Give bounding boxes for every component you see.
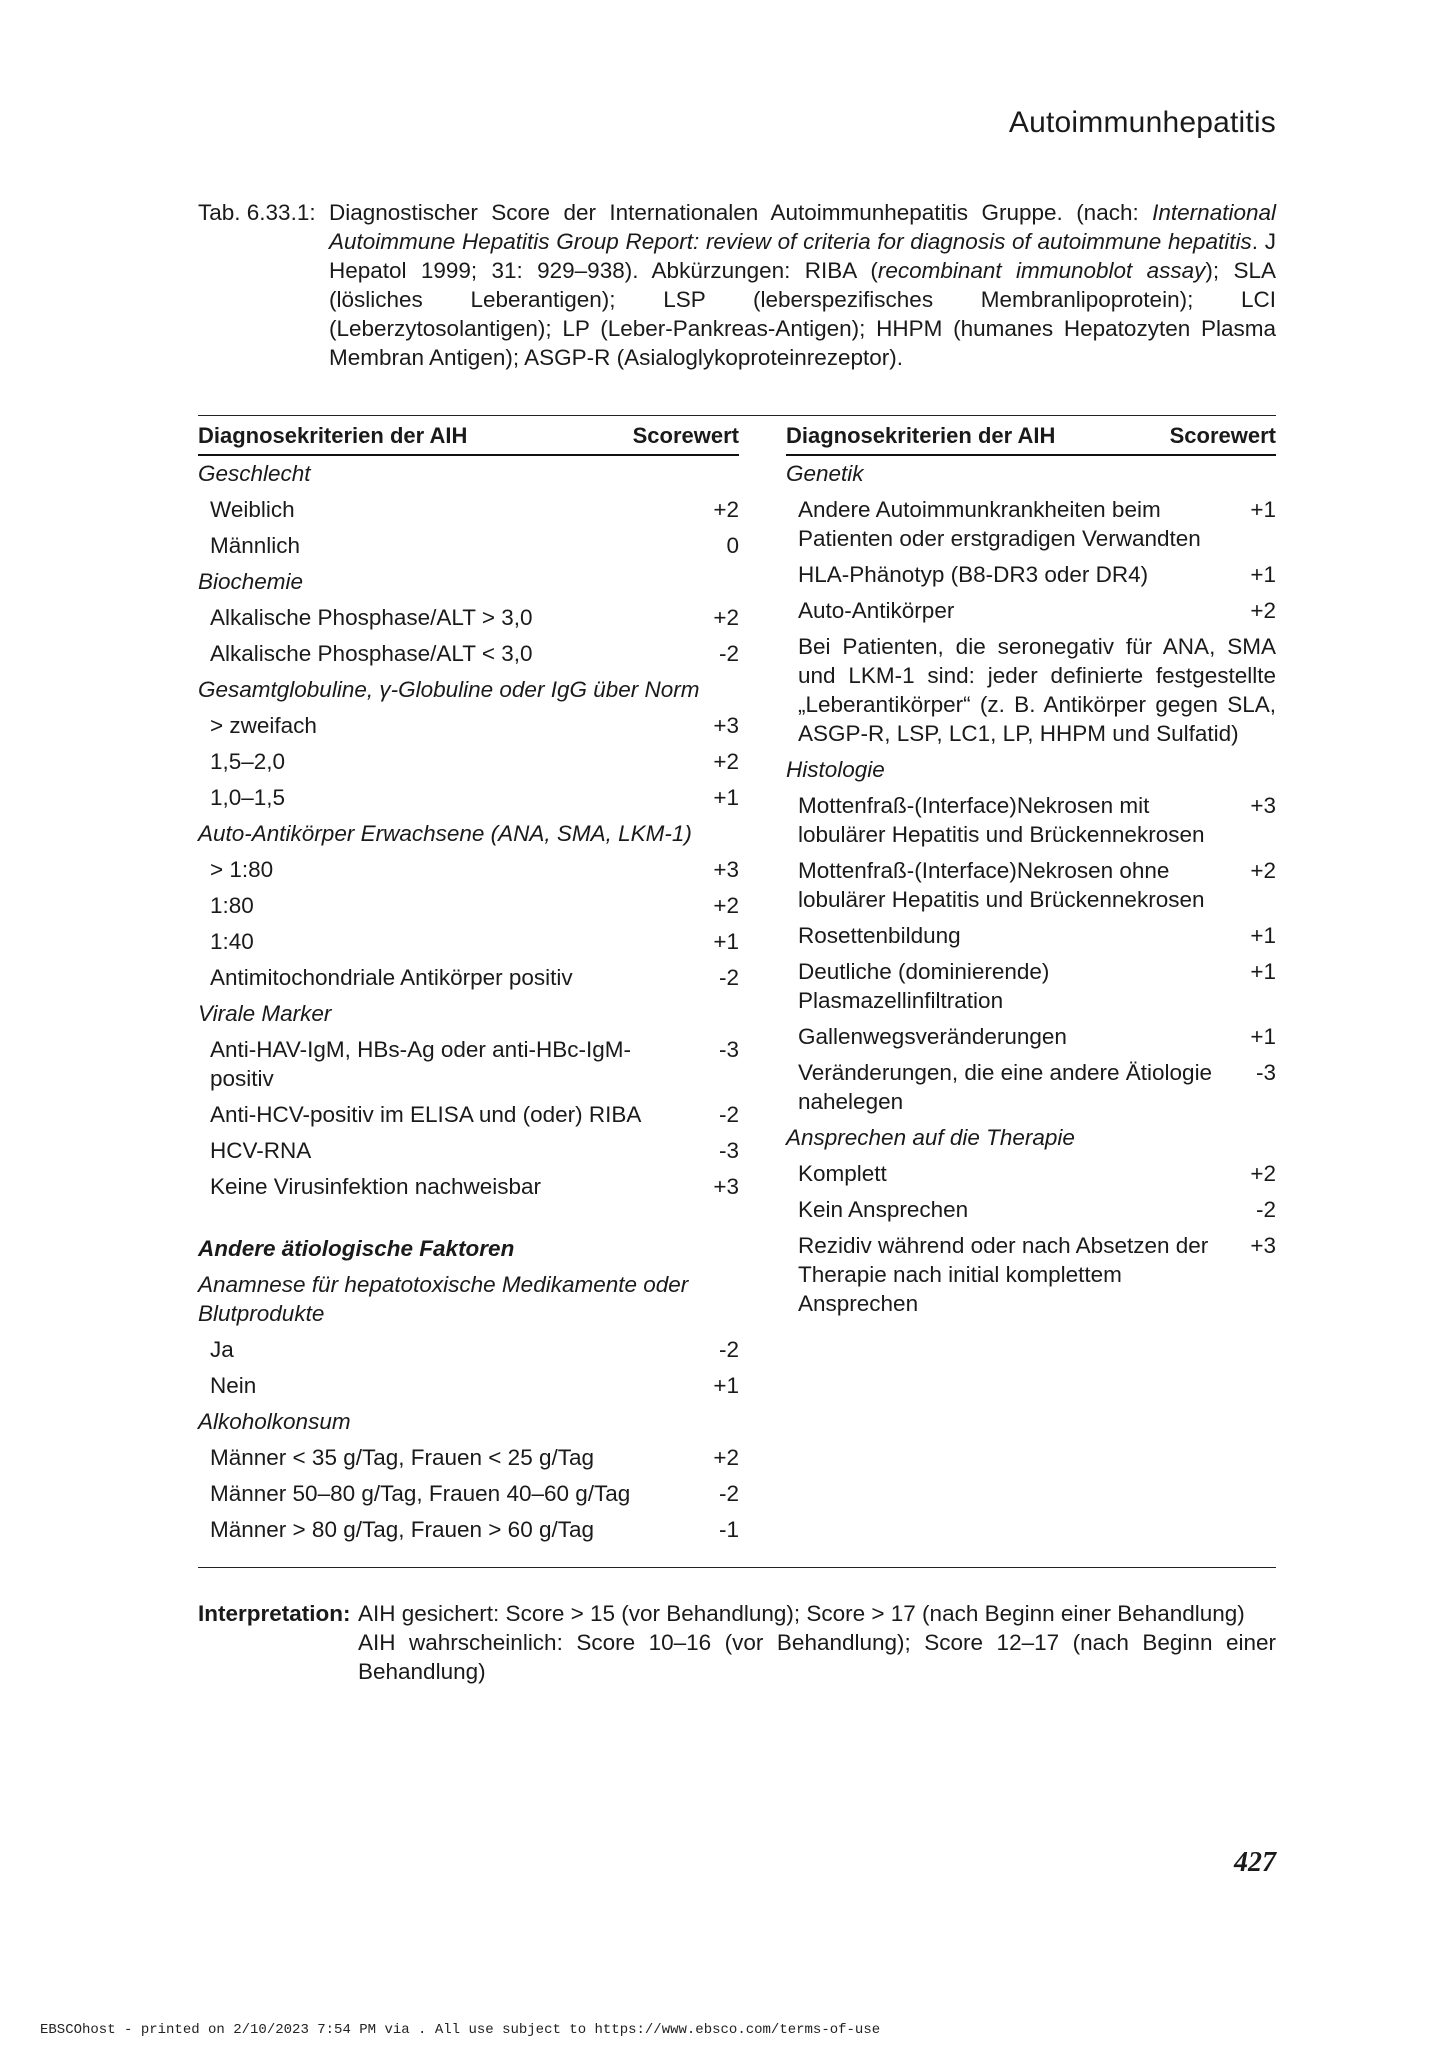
- row-score: +1: [1250, 1024, 1276, 1049]
- row-score: +2: [1250, 858, 1276, 883]
- row-score: +1: [1250, 497, 1276, 522]
- row-score: -3: [718, 1138, 739, 1163]
- row-label: Nein: [210, 1373, 257, 1398]
- column-header-criteria: Diagnosekriterien der AIH: [786, 422, 1056, 448]
- table-row: [786, 492, 1276, 557]
- page-number: 427: [1234, 1847, 1276, 1878]
- table-row: [198, 744, 739, 780]
- row-score: -2: [718, 1337, 739, 1362]
- caption-text-2: . J Hepatol 1999; 31: 929–938). Abkürzungen: RIBA (: [329, 229, 1276, 283]
- running-header: Autoimmunhepatitis: [1008, 106, 1276, 139]
- row-score: -1: [718, 1517, 739, 1542]
- interpretation-line-2: AIH wahrscheinlich: Score 10–16 (vor Behandlung); Score 12–17 (nach Beginn einer Behandlung): [358, 1630, 1276, 1684]
- row-label: Männer < 35 g/Tag, Frauen < 25 g/Tag: [210, 1445, 595, 1470]
- row-label: Auto-Antikörper: [798, 598, 955, 623]
- table-row: [198, 780, 739, 816]
- row-score: +2: [713, 1445, 739, 1470]
- row-score: -2: [718, 1102, 739, 1127]
- interpretation-body: [358, 1599, 1276, 1686]
- row-score: +2: [713, 749, 739, 774]
- table-row: [198, 600, 739, 636]
- table-row: [198, 1476, 739, 1512]
- row-score: +3: [713, 857, 739, 882]
- row-label: 1:40: [210, 929, 254, 954]
- row-label: Ja: [210, 1337, 234, 1362]
- table-row: [786, 1192, 1276, 1228]
- row-label: 1,0–1,5: [210, 785, 286, 810]
- category-viral: Virale Marker: [198, 1001, 332, 1026]
- row-label: Antimitochondriale Antikörper positiv: [210, 965, 573, 990]
- row-label: Männer 50–80 g/Tag, Frauen 40–60 g/Tag: [210, 1481, 631, 1506]
- row-score: +2: [713, 497, 739, 522]
- row-score: +3: [1250, 793, 1276, 818]
- table-row: [786, 1055, 1276, 1120]
- category-geschlecht: Geschlecht: [198, 461, 311, 486]
- row-score: +3: [713, 1174, 739, 1199]
- row-score: +1: [1250, 959, 1276, 984]
- section-heading-andere-faktoren: Andere ätiologische Faktoren: [198, 1236, 515, 1261]
- row-score: +1: [1250, 562, 1276, 587]
- table-left-column: [198, 415, 739, 1548]
- row-score: +1: [713, 785, 739, 810]
- category-anamnese: Anamnese für hepatotoxische Medikamente oder Blutprodukte: [198, 1272, 689, 1326]
- interpretation: [198, 1599, 1276, 1686]
- caption-label: Tab. 6.33.1:: [198, 200, 316, 225]
- table-row: [198, 636, 739, 672]
- table-row: [786, 1228, 1276, 1322]
- row-label: Kein Ansprechen: [798, 1197, 969, 1222]
- row-score: +2: [713, 893, 739, 918]
- table-row: [786, 1156, 1276, 1192]
- table-row: [198, 888, 739, 924]
- row-label: Keine Virusinfektion nachweisbar: [210, 1174, 542, 1199]
- category-therapie: Ansprechen auf die Therapie: [786, 1125, 1075, 1150]
- row-label: Rosettenbildung: [798, 923, 961, 948]
- row-score: +1: [1250, 923, 1276, 948]
- table-row: [198, 1133, 739, 1169]
- table-row: [198, 1440, 739, 1476]
- row-score: +2: [1250, 1161, 1276, 1186]
- table-row: [786, 593, 1276, 629]
- column-header-score: Scorewert: [632, 422, 739, 448]
- table-row: [198, 924, 739, 960]
- print-footer: EBSCOhost - printed on 2/10/2023 7:54 PM via . All use subject to https://www.ebsco.com/terms-of-use: [40, 2022, 881, 2038]
- row-score: +2: [1250, 598, 1276, 623]
- row-label: Anti-HCV-positiv im ELISA und (oder) RIBA: [210, 1102, 642, 1127]
- row-label: Deutliche (dominierende) Plasmazellinfiltration: [798, 959, 1050, 1013]
- row-score: +3: [1250, 1233, 1276, 1258]
- row-label: Rezidiv während oder nach Absetzen der Therapie nach initial komplettem Ansprechen: [798, 1233, 1209, 1316]
- table-caption: [198, 198, 1276, 372]
- table-bottom-rule: [198, 1567, 1276, 1568]
- column-header-score: Scorewert: [1169, 422, 1276, 448]
- category-histologie: Histologie: [786, 757, 885, 782]
- row-label: Gallenwegsveränderungen: [798, 1024, 1067, 1049]
- row-label: Mottenfraß-(Interface)Nekrosen mit lobulärer Hepatitis und Brückennekrosen: [798, 793, 1205, 847]
- row-score: -3: [718, 1037, 739, 1062]
- row-score: +2: [713, 605, 739, 630]
- table-row: [198, 1368, 739, 1404]
- table-row: [198, 1032, 739, 1097]
- table-row: [786, 557, 1276, 593]
- category-genetik: Genetik: [786, 461, 864, 486]
- row-score: -2: [718, 965, 739, 990]
- row-score: -3: [1255, 1060, 1276, 1085]
- table-row: [198, 960, 739, 996]
- row-label: Komplett: [798, 1161, 887, 1186]
- row-label: Männer > 80 g/Tag, Frauen > 60 g/Tag: [210, 1517, 595, 1542]
- interpretation-line-1: AIH gesichert: Score > 15 (vor Behandlung); Score > 17 (nach Beginn einer Behandlung): [358, 1601, 1245, 1626]
- row-label: Männlich: [210, 533, 301, 558]
- table-row: [198, 1097, 739, 1133]
- row-label: Veränderungen, die eine andere Ätiologie nahelegen: [798, 1060, 1213, 1114]
- table-row: [198, 1512, 739, 1548]
- category-biochemie: Biochemie: [198, 569, 304, 594]
- caption-text-1: Diagnostischer Score der Internationalen Autoimmunhepatitis Gruppe. (nach:: [329, 200, 1153, 225]
- table-row: [786, 629, 1276, 752]
- row-label: > 1:80: [210, 857, 274, 882]
- row-label: 1,5–2,0: [210, 749, 286, 774]
- column-header: [786, 415, 1276, 456]
- row-label: Bei Patienten, die seronegativ für ANA, SMA und LKM-1 sind: jeder definierte festgestellte „Leberantikörper“ (z. B. Antikörper gegen SLA, ASGP-R, LSP, LC1, LP, HHPM und Sulfatid): [798, 634, 1276, 746]
- row-label: Anti-HAV-IgM, HBs-Ag oder anti-HBc-IgM-positiv: [210, 1037, 631, 1091]
- table-row: [786, 918, 1276, 954]
- row-score: -2: [1255, 1197, 1276, 1222]
- column-header: [198, 415, 739, 456]
- table-right-column: [786, 415, 1276, 1322]
- row-label: HLA-Phänotyp (B8-DR3 oder DR4): [798, 562, 1149, 587]
- caption-body: [329, 198, 1276, 372]
- table-row: [198, 1169, 739, 1205]
- row-label: Weiblich: [210, 497, 295, 522]
- table-row: [198, 1332, 739, 1368]
- table-row: [786, 788, 1276, 853]
- table-row: [198, 852, 739, 888]
- column-header-criteria: Diagnosekriterien der AIH: [198, 422, 468, 448]
- caption-riba: recombinant immunoblot assay: [877, 258, 1206, 283]
- caption-ref-title: International Autoimmune Hepatitis Group Report: review of criteria for diagnosis of autoimmune hepatitis: [329, 200, 1276, 254]
- table-row: [786, 954, 1276, 1019]
- row-label: Andere Autoimmunkrankheiten beim Patienten oder erstgradigen Verwandten: [798, 497, 1201, 551]
- row-label: Alkalische Phosphase/ALT > 3,0: [210, 605, 533, 630]
- table-row: [786, 1019, 1276, 1055]
- table-row: [198, 528, 739, 564]
- row-score: 0: [726, 533, 739, 558]
- row-score: +3: [713, 713, 739, 738]
- row-score: +1: [713, 929, 739, 954]
- row-score: +1: [713, 1373, 739, 1398]
- table-row: [198, 708, 739, 744]
- category-alkohol: Alkoholkonsum: [198, 1409, 351, 1434]
- row-label: > zweifach: [210, 713, 317, 738]
- row-score: -2: [718, 641, 739, 666]
- table-row: [786, 853, 1276, 918]
- row-label: Alkalische Phosphase/ALT < 3,0: [210, 641, 533, 666]
- row-score: -2: [718, 1481, 739, 1506]
- interpretation-label: Interpretation:: [198, 1601, 351, 1626]
- table-row: [198, 492, 739, 528]
- caption-text-3: ); SLA (lösliches Leberantigen); LSP (leberspezifisches Membranlipoprotein); LCI (Leberzytosolantigen); LP (Leber-Pankreas-Antigen); HHPM (humanes Hepatozyten Plasma Membran Antigen); ASGP-R (Asialoglykoproteinrezeptor).: [329, 258, 1276, 370]
- row-label: Mottenfraß-(Interface)Nekrosen ohne lobulärer Hepatitis und Brückennekrosen: [798, 858, 1205, 912]
- category-globuline: Gesamtglobuline, γ-Globuline oder IgG über Norm: [198, 677, 700, 702]
- category-antikoerper: Auto-Antikörper Erwachsene (ANA, SMA, LKM-1): [198, 821, 692, 846]
- row-label: HCV-RNA: [210, 1138, 312, 1163]
- row-label: 1:80: [210, 893, 254, 918]
